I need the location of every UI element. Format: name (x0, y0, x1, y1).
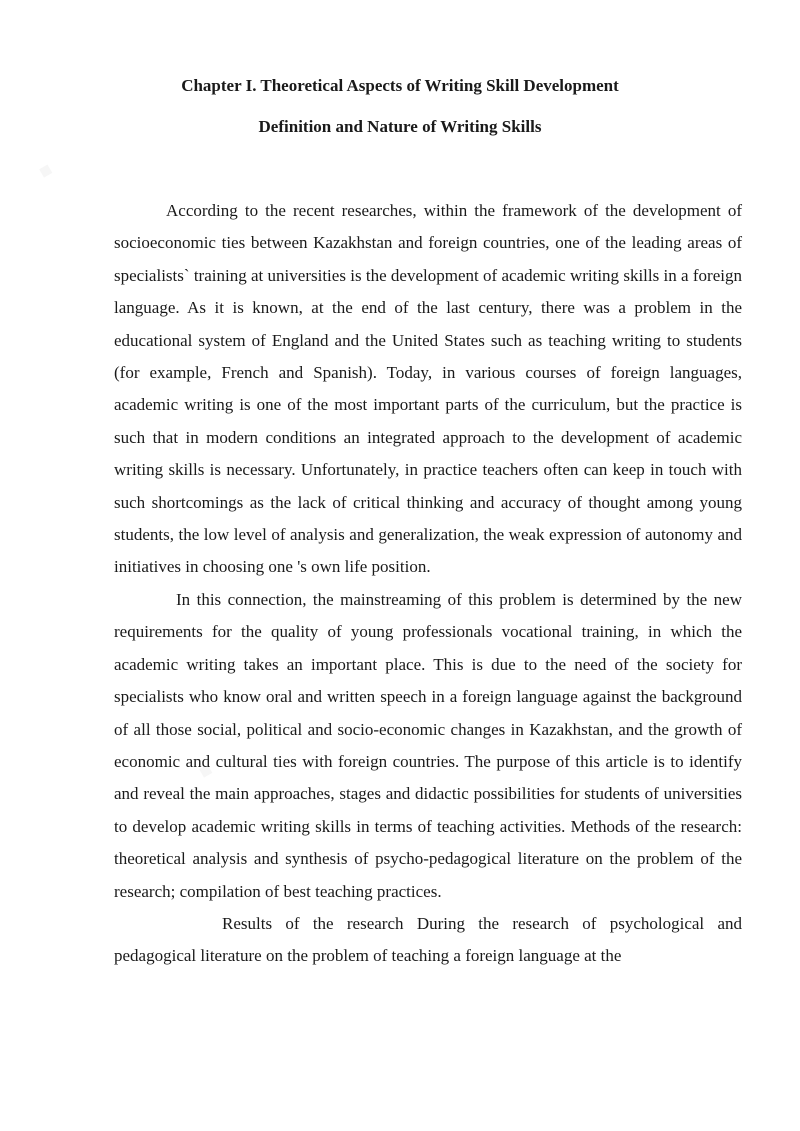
chapter-title: Chapter I. Theoretical Aspects of Writing Skill Development (181, 76, 619, 95)
body-text (114, 195, 742, 973)
paragraph-2: In this connection, the mainstreaming of this problem is determined by the new requirements for the quality of young professionals vocational training, in which the academic writing takes an important place. This is due to the need of the society for specialists who know oral and written speech in a foreign language against the background of all those social, political and socio-economic changes in Kazakhstan, and the growth of economic and cultural ties with foreign countries. The purpose of this article is to identify and reveal the main approaches, stages and didactic possibilities for students of universities to develop academic writing skills in terms of teaching activities. Methods of the research: theoretical analysis and synthesis of psycho-pedagogical literature on the problem of the research; compilation of best teaching practices. (114, 589, 742, 901)
section-title: Definition and Nature of Writing Skills (258, 117, 542, 136)
paragraph-3: Results of the research During the research of psychological and pedagogical literature on the problem of teaching a foreign language at the (114, 913, 742, 966)
paragraph-1: According to the recent researches, within the framework of the development of socioeconomic ties between Kazakhstan and foreign countries, one of the leading areas of specialists` training at universities is the development of academic writing skills in a foreign language. As it is known, at the end of the last century, there was a problem in the educational system of England and the United States such as teaching writing to students (for example, French and Spanish). Today, in various courses of foreign languages, academic writing is one of the most important parts of the curriculum, but the practice is such that in modern conditions an integrated approach to the development of academic writing skills is necessary. Unfortunately, in practice teachers often can keep in touch with such shortcomings as the lack of critical thinking and accuracy of thought among young students, the low level of analysis and generalization, the weak expression of autonomy and initiatives in choosing one 's own life position. (114, 201, 742, 577)
